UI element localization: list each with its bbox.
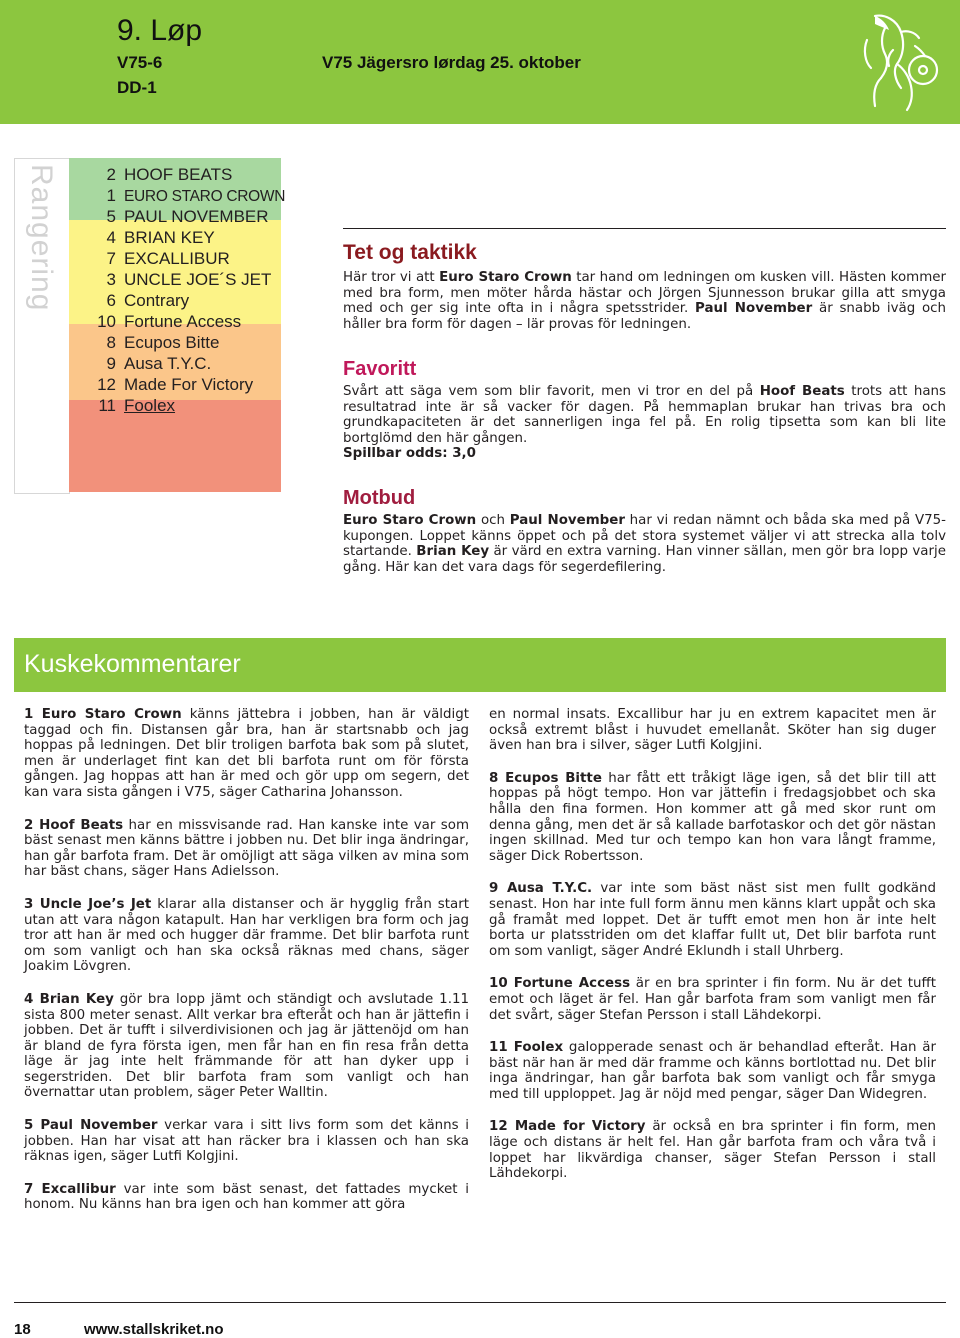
ranking-item: 11 Foolex xyxy=(98,396,176,415)
ranking-item: 12 Made For Victory xyxy=(97,375,254,394)
ranking-item: 10 Fortune Access xyxy=(97,312,242,331)
ranking-item: 5 PAUL NOVEMBER xyxy=(106,207,269,226)
comment-paragraph: 1 Euro Staro Crown känns jättebra i jobben, han är väldigt taggad och fin. Distansen går bra, han är startsnabb och jag hoppas på ledningen. Det blir troligen barfota bak som på slutet, men är underlaget fint kan det bli barfota runt om för första gången. Jag hoppas att han är med och gör upp om segern, det kan vara sista gången i V75, säger Catharina Johansson. xyxy=(24,707,469,800)
tactics-text: Här tror vi att Euro Staro Crown tar hand om ledningen om kusken vill. Hästen kommer med bra form, men möter hårda hästar och Jörgen Sjunnesson brukar gilla att smyga med och ger sig inte ofta in i några spetsstrider. Paul November är snabb iväg och håller bra form för dagen – lär provas för ledningen. xyxy=(343,270,946,332)
comment-paragraph: 11 Foolex galopperade senast och är behandlad efteråt. Han är bäst när han är med där framme och känns bortlottad nu. Det blir inga ändringar, han går barfota bak som vanligt och får smyga med till upploppet. Jag är nöjd med pengar, säger Dan Widegren. xyxy=(489,1040,936,1102)
footer-link[interactable]: www.stallskriket.no xyxy=(84,1321,224,1338)
contender-text: Euro Staro Crown och Paul November har vi redan nämnt och båda ska med på V75-kupongen. Loppet känns öppet och på det stora systemet väljer vi att strecka alla tolv startande. Brian Key är värd en extra varning. Han vinner sällan, men gör bra lopp varje gång. Här kan det vara dags för segerdefilering. xyxy=(343,513,946,575)
ranking-item: 2 HOOF BEATS xyxy=(106,165,233,184)
tactics-heading: Tet og taktikk xyxy=(343,241,477,264)
ranking-item: 9 Ausa T.Y.C. xyxy=(106,354,212,373)
favorite-text: Svårt att säga vem som blir favorit, men vi tror en del på Hoof Beats trots att hans resultatrad inte är så vacker för dagen. På hemmaplan brukar han trivas bra och grundkapaciteten är det sannerligen inga fel på. En rolig tipsetta som kan bli lite bortglömd den här gången. Spillbar odds: 3,0 xyxy=(343,384,946,462)
comment-paragraph: 2 Hoof Beats har en missvisande rad. Han kanske inte var som bäst senast men känns bättre i jobben nu. Det blir inga ändringar, han går barfota fram. Det är omöjligt att säga vilken av mina som har bäst chans, säger Hans Adielsson. xyxy=(24,817,469,880)
comments-column-left xyxy=(24,707,469,1230)
comment-paragraph: 10 Fortune Access är en bra sprinter i fin form. Nu är det tufft emot och läget är fel. Han går barfota fram som vanligt men får det svårt, säger Stefan Persson i stall Lähdekorpi. xyxy=(489,976,936,1023)
comment-paragraph: 9 Ausa T.Y.C. var inte som bäst näst sist men fullt godkänd senast. Hon har inte full form ännu men känns klart uppåt och ska gå framåt med loppet. Det är tufft emot men hon är inte helt borta ur platsstriden om det klaffar fullt ut, Det blir barfota runt om som vanligt, säger André Eklundh i stall Uhrberg. xyxy=(489,881,936,959)
ranking-item: 1 EURO STARO CROWN xyxy=(106,186,286,205)
dd-label: DD-1 xyxy=(117,78,157,97)
odds-text: Spillbar odds: 3,0 xyxy=(343,446,476,462)
driver-comments-heading: Kuskekommentarer xyxy=(24,650,241,678)
comment-paragraph: 3 Uncle Joe’s Jet klarar alla distanser och är hygglig från start utan att vara någon katapult. Han har verkligen bra form och jag tror att han är med och hugger där framme. Det blir barfota runt om som vanligt och han ska också räknas med chans, säger Joakim Lövgren. xyxy=(24,896,469,975)
contender-heading: Motbud xyxy=(343,487,416,509)
ranking-item: 7 EXCALLIBUR xyxy=(106,249,230,268)
ranking-item: 6 Contrary xyxy=(106,291,190,310)
comment-paragraph: 12 Made for Victory är också en bra sprinter i fin form, men läge och distans är helt fel. Han går barfota fram och våra två i loppet har likvärdiga chanser, säger Stefan Persson i stall Lähdekorpi. xyxy=(489,1119,936,1182)
race-title: 9. Løp xyxy=(117,14,203,47)
ranking-list xyxy=(92,164,292,416)
page-number: 18 xyxy=(14,1321,31,1338)
ranking-item: 8 Ecupos Bitte xyxy=(106,333,220,352)
comment-paragraph: en normal insats. Excallibur har ju en extrem kapacitet men är också extremt blåst i huvudet emellanåt. Sköter han sig duger även han bra i silver, säger Lutfi Kolgjini. xyxy=(489,707,936,754)
comment-paragraph: 7 Excallibur var inte som bäst senast, det fattades mycket i honom. Nu känns han bra igen och han kommer att göra xyxy=(24,1181,469,1213)
ranking-label: Rangering xyxy=(25,164,58,312)
comment-paragraph: 5 Paul November verkar vara i sitt livs form som det känns i jobben. Han har visat att han räcker bra i klassen och han ska räknas igen, säger Lutfi Kolgjini. xyxy=(24,1118,469,1165)
favorite-heading: Favoritt xyxy=(343,358,417,380)
comments-column-right xyxy=(489,707,936,1199)
footer-divider xyxy=(14,1302,946,1303)
event-title: V75 Jägersro lørdag 25. oktober xyxy=(322,53,581,72)
comment-paragraph: 8 Ecupos Bitte har fått ett tråkigt läge igen, så det blir till att hoppas på högt tempo. Hon var jättefin i fredagsjobbet och ska hålla den fina formen. Hon kommer att gå med skor runt om denna gång, men det är så kallade barfotaskor och det gör nästan ingen skillnad. Med tur och tempo kan hon vara långt framme, säger Dick Robertsson. xyxy=(489,770,936,864)
game-label: V75-6 xyxy=(117,53,163,72)
ranking-item: 3 UNCLE JOE´S JET xyxy=(106,270,272,289)
section-divider xyxy=(343,228,946,229)
ranking-item: 4 BRIAN KEY xyxy=(106,228,215,247)
trotting-horse-logo-icon xyxy=(845,10,945,114)
comment-paragraph: 4 Brian Key gör bra lopp jämt och ständigt och avslutade 1.11 sista 800 meter senast. Allt verkar bra efteråt och han är jättefin i jobben. Det är tufft i silverdivisionen och jag är jättenöjd om han är bland de fyra första igen, men får han en fin resa från detta läge är jag inte helt främmande för att han dyker upp i segerstriden. Det blir barfota fram som vanligt och han övernattar utan problem, säger Peter Walltin. xyxy=(24,991,469,1101)
